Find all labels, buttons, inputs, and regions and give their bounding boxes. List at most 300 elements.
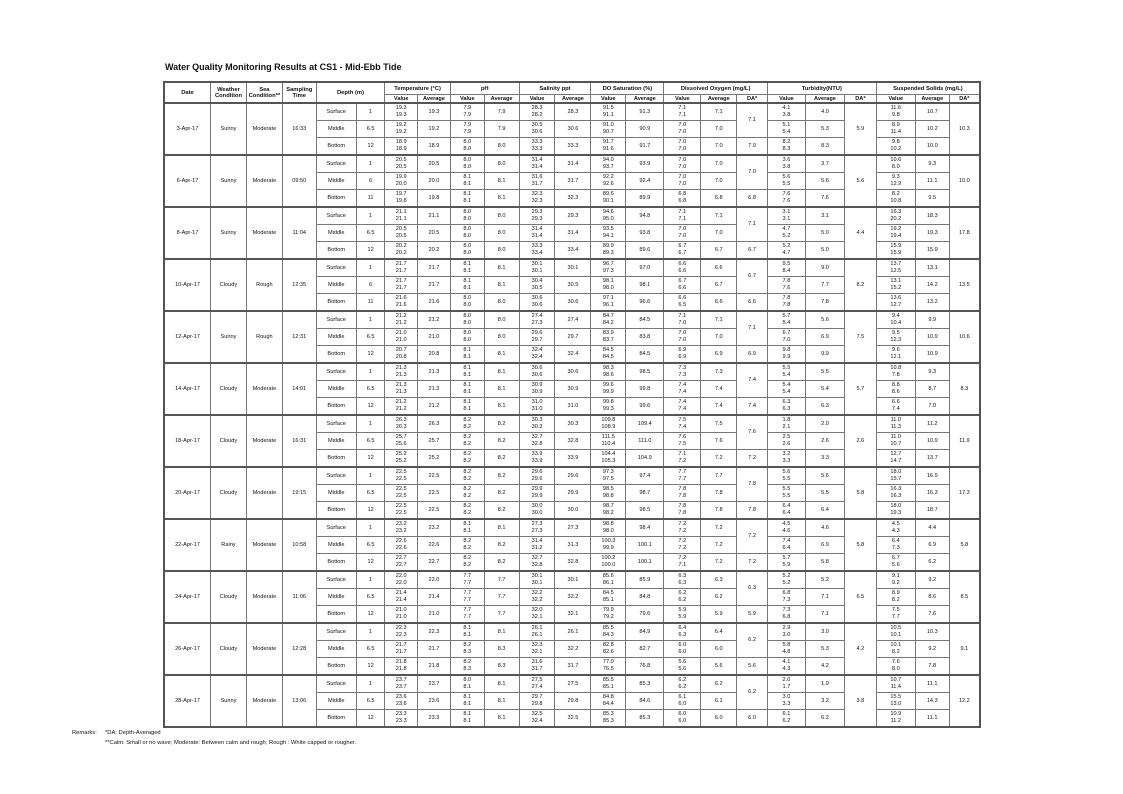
salinity-average: 33.4 [555,242,591,260]
turbidity-average: 5.6 [805,467,844,485]
temperature-values-reading: 21.0 [395,329,407,336]
ph-values [450,658,484,676]
ph-values-reading: 8.3 [463,666,472,672]
dissolved-oxygen-average: 6.3 [701,571,737,589]
ph-values-reading: 8.1 [463,268,472,274]
suspended-solids-da: 10.0 [949,155,980,207]
salinity-values-reading: 30.6 [531,372,543,378]
do-saturation-values-reading: 85.1 [602,597,614,603]
suspended-solids-values-reading: 12.7 [890,450,902,457]
do-saturation-values-reading: 76.5 [602,666,614,672]
suspended-solids-values-reading: 12.5 [890,268,902,274]
turbidity-average: 5.0 [805,242,844,260]
dissolved-oxygen-values [664,537,701,554]
temperature-values-reading: 21.6 [395,302,407,308]
header-suspended-solids: Suspended Solids (mg/L) [876,82,980,95]
suspended-solids-values-reading: 16.3 [890,493,902,499]
temperature-values [385,381,418,398]
turbidity-values-reading: 6.7 [782,329,791,336]
table-row [164,207,980,225]
suspended-solids-values [876,641,915,658]
do-saturation-values [591,381,626,398]
subheader-average: Average [626,95,664,104]
date-cell: 22-Apr-17 [164,519,211,571]
turbidity-average: 4.2 [805,658,844,676]
turbidity-values-reading: 4.7 [782,225,791,232]
salinity-average: 32.8 [555,554,591,572]
dissolved-oxygen-bottom-da: 5.9 [737,606,768,624]
subheader-average: Average [701,95,737,104]
temperature-values-reading: 21.8 [395,658,407,665]
temperature-average: 22.5 [418,502,451,520]
salinity-values-reading: 31.7 [531,181,543,187]
date-cell: 3-Apr-17 [164,103,211,155]
table-row [164,519,980,537]
ph-average: 8.1 [484,173,519,190]
suspended-solids-da: 12.2 [949,675,980,727]
do-saturation-values-reading: 84.8 [602,693,614,700]
ph-values [450,346,484,364]
suspended-solids-values-reading: 15.9 [890,250,902,256]
dissolved-oxygen-values-reading: 7.7 [678,468,687,475]
salinity-values [519,537,555,554]
temperature-values [385,225,418,242]
do-saturation-values [591,259,626,277]
salinity-values [519,571,555,589]
ph-values-reading: 8.1 [463,190,472,197]
turbidity-values-reading: 1.8 [782,416,791,423]
turbidity-values [767,641,805,658]
do-saturation-values [591,519,626,537]
table-row [164,311,980,329]
weather-cell: Cloudy [211,623,247,675]
dissolved-oxygen-values-reading: 7.0 [678,156,687,163]
do-saturation-values-reading: 77.0 [602,658,614,665]
do-saturation-average: 84.6 [626,693,664,710]
salinity-average: 32.4 [555,346,591,364]
ph-values-reading: 8.0 [463,233,472,239]
suspended-solids-values-reading: 7.5 [891,606,900,613]
ph-values-reading: 8.1 [463,693,472,700]
dissolved-oxygen-values [664,571,701,589]
depth-level-cell: Middle [316,641,356,658]
salinity-values-reading: 27.3 [531,520,543,527]
ph-values-reading: 8.2 [463,641,472,648]
ph-values-reading: 8.1 [463,701,472,707]
ph-values-reading: 8.2 [463,468,472,475]
suspended-solids-da: 8.5 [949,571,980,623]
dissolved-oxygen-da: 6.3 [737,571,768,606]
dissolved-oxygen-values-reading: 7.0 [678,337,687,343]
turbidity-values-reading: 6.4 [782,510,791,516]
date-cell: 10-Apr-17 [164,259,211,311]
salinity-values-reading: 26.1 [531,632,543,638]
depth-value-cell: 6.5 [356,485,385,502]
salinity-values-reading: 32.7 [531,433,543,440]
sampling-time-cell: 16:33 [282,103,316,155]
suspended-solids-average: 7.6 [915,606,949,624]
ph-values-reading: 8.0 [463,216,472,222]
salinity-average: 32.2 [555,589,591,606]
turbidity-values-reading: 1.7 [782,684,791,690]
suspended-solids-values [876,329,915,346]
temperature-values-reading: 20.5 [395,164,407,170]
ph-values [450,519,484,537]
salinity-values [519,155,555,173]
suspended-solids-values-reading: 12.1 [890,354,902,360]
suspended-solids-values-reading: 10.1 [890,632,902,638]
suspended-solids-average: 16.3 [915,485,949,502]
suspended-solids-average: 9.2 [915,641,949,658]
do-saturation-values-reading: 99.9 [602,389,614,395]
header-do-saturation: DO Saturation (%) [591,82,664,95]
ph-average: 8.1 [484,381,519,398]
ph-values-reading: 8.1 [463,285,472,291]
ph-average: 7.9 [484,121,519,138]
turbidity-values-reading: 5.4 [782,372,791,378]
dissolved-oxygen-values [664,467,701,485]
suspended-solids-average: 7.8 [915,658,949,676]
dissolved-oxygen-values-reading: 6.0 [678,701,687,707]
suspended-solids-values [876,398,915,416]
temperature-average: 21.8 [418,658,451,676]
temperature-values-reading: 22.5 [395,493,407,499]
dissolved-oxygen-values-reading: 7.1 [678,450,687,457]
temperature-values [385,675,418,693]
ph-average: 8.2 [484,537,519,554]
temperature-values [385,554,418,572]
turbidity-values [767,138,805,156]
depth-level-cell: Middle [316,589,356,606]
turbidity-values-reading: 6.3 [782,406,791,412]
suspended-solids-values [876,693,915,710]
turbidity-values-reading: 8.3 [782,146,791,152]
turbidity-values-reading: 6.4 [782,545,791,551]
ph-values-reading: 8.0 [463,225,472,232]
dissolved-oxygen-values-reading: 7.1 [678,216,687,222]
dissolved-oxygen-values-reading: 7.1 [678,208,687,215]
depth-level-cell: Middle [316,121,356,138]
dissolved-oxygen-values-reading: 7.5 [678,441,687,447]
turbidity-values-reading: 5.2 [782,233,791,239]
suspended-solids-values-reading: 12.3 [890,337,902,343]
suspended-solids-values-reading: 16.3 [890,208,902,215]
turbidity-values-reading: 5.4 [782,389,791,395]
turbidity-values [767,207,805,225]
depth-level-cell: Middle [316,173,356,190]
depth-level-cell: Bottom [316,554,356,572]
do-saturation-average: 111.0 [626,433,664,450]
turbidity-da: 2.6 [845,415,877,467]
dissolved-oxygen-average: 7.2 [701,450,737,468]
ph-values-reading: 8.1 [463,364,472,371]
turbidity-values [767,381,805,398]
ph-average: 7.7 [484,606,519,624]
do-saturation-average: 93.9 [626,155,664,173]
salinity-average: 30.1 [555,571,591,589]
table-row [164,467,980,485]
salinity-values-reading: 29.9 [531,485,543,492]
suspended-solids-values-reading: 7.7 [891,614,900,620]
dissolved-oxygen-average: 6.2 [701,589,737,606]
salinity-average: 30.5 [555,277,591,294]
salinity-average: 32.1 [555,606,591,624]
ph-values [450,311,484,329]
temperature-values-reading: 21.1 [395,216,407,222]
salinity-values-reading: 30.1 [531,572,543,579]
ph-values-reading: 8.2 [463,510,472,516]
suspended-solids-values-reading: 11.3 [890,424,902,430]
dissolved-oxygen-values-reading: 7.0 [678,121,687,128]
temperature-values-reading: 22.5 [395,510,407,516]
suspended-solids-values-reading: 8.6 [891,389,900,395]
do-saturation-values [591,658,626,676]
turbidity-values [767,589,805,606]
do-saturation-average: 82.7 [626,641,664,658]
suspended-solids-values [876,138,915,156]
depth-level-cell: Middle [316,381,356,398]
do-saturation-average: 100.1 [626,554,664,572]
do-saturation-values [591,225,626,242]
subheader-value: Value [876,95,915,104]
ph-values [450,121,484,138]
ph-values [450,259,484,277]
ph-values [450,103,484,121]
do-saturation-values-reading: 85.3 [602,710,614,717]
do-saturation-average: 89.9 [626,190,664,208]
temperature-values-reading: 20.5 [395,225,407,232]
temperature-average: 25.7 [418,433,451,450]
dissolved-oxygen-bottom-da: 6.9 [737,346,768,364]
suspended-solids-da: 10.6 [949,311,980,363]
turbidity-values [767,277,805,294]
salinity-values-reading: 31.4 [531,537,543,544]
salinity-values-reading: 29.6 [531,468,543,475]
suspended-solids-da: 10.3 [949,103,980,155]
salinity-values-reading: 32.3 [531,198,543,204]
salinity-average: 31.4 [555,155,591,173]
turbidity-da: 5.8 [845,467,877,519]
suspended-solids-values-reading: 10.1 [890,641,902,648]
ph-values-reading: 8.0 [463,146,472,152]
turbidity-values-reading: 7.3 [782,597,791,603]
sea-condition-cell: Moderate [246,363,282,415]
suspended-solids-values-reading: 8.0 [891,666,900,672]
ph-values-reading: 8.0 [463,320,472,326]
dissolved-oxygen-average: 7.1 [701,311,737,329]
turbidity-da: 3.8 [845,675,877,727]
do-saturation-values-reading: 100.2 [601,554,616,561]
dissolved-oxygen-values [664,207,701,225]
depth-value-cell: 1 [356,571,385,589]
temperature-average: 19.8 [418,190,451,208]
ph-values-reading: 8.0 [463,337,472,343]
depth-level-cell: Bottom [316,346,356,364]
salinity-values [519,207,555,225]
suspended-solids-average: 10.0 [915,138,949,156]
turbidity-values [767,519,805,537]
weather-cell: Cloudy [211,467,247,519]
salinity-values-reading: 31.2 [531,545,543,551]
suspended-solids-values [876,363,915,381]
suspended-solids-values [876,537,915,554]
table-row [164,623,980,641]
sampling-time-cell: 16:31 [282,415,316,467]
temperature-values [385,502,418,520]
do-saturation-average: 84.5 [626,346,664,364]
dissolved-oxygen-values-reading: 7.4 [678,381,687,388]
salinity-values [519,675,555,693]
temperature-values-reading: 25.7 [395,433,407,440]
do-saturation-values-reading: 93.7 [602,164,614,170]
dissolved-oxygen-values-reading: 7.3 [678,364,687,371]
salinity-values [519,242,555,260]
suspended-solids-average: 14.2 [915,277,949,294]
do-saturation-values-reading: 98.3 [602,364,614,371]
suspended-solids-average: 10.3 [915,623,949,641]
do-saturation-values-reading: 90.7 [602,129,614,135]
suspended-solids-values-reading: 10.5 [890,624,902,631]
suspended-solids-values-reading: 12.7 [890,302,902,308]
salinity-average: 31.0 [555,398,591,416]
temperature-values-reading: 21.3 [395,364,407,371]
temperature-values-reading: 26.3 [395,424,407,430]
table-row [164,571,980,589]
turbidity-values-reading: 5.2 [782,242,791,249]
turbidity-values-reading: 5.6 [782,468,791,475]
turbidity-average: 3.0 [805,623,844,641]
do-saturation-values [591,675,626,693]
table-header [164,82,980,103]
temperature-values-reading: 20.7 [395,346,407,353]
temperature-values-reading: 19.2 [395,121,407,128]
dissolved-oxygen-average: 7.0 [701,329,737,346]
dissolved-oxygen-da: 6.2 [737,623,768,658]
do-saturation-values [591,589,626,606]
ph-values-reading: 8.2 [463,476,472,482]
ph-average: 8.1 [484,398,519,416]
do-saturation-values [591,190,626,208]
ph-values [450,571,484,589]
depth-level-cell: Bottom [316,294,356,312]
salinity-values-reading: 29.7 [531,337,543,343]
turbidity-values-reading: 8.2 [782,138,791,145]
ph-values-reading: 8.1 [463,173,472,180]
ph-values-reading: 8.1 [463,277,472,284]
date-cell: 6-Apr-17 [164,155,211,207]
temperature-values-reading: 21.6 [395,294,407,301]
suspended-solids-average: 6.2 [915,554,949,572]
temperature-values-reading: 22.3 [395,632,407,638]
depth-value-cell: 1 [356,103,385,121]
temperature-values [385,623,418,641]
temperature-values [385,433,418,450]
dissolved-oxygen-bottom-da: 6.0 [737,710,768,728]
temperature-values [385,173,418,190]
header-depth: Depth (m) [316,82,385,103]
dissolved-oxygen-values-reading: 7.6 [678,433,687,440]
turbidity-values-reading: 4.3 [782,666,791,672]
salinity-average: 32.2 [555,641,591,658]
suspended-solids-average: 11.1 [915,173,949,190]
turbidity-values [767,537,805,554]
do-saturation-values [591,329,626,346]
ph-average: 8.1 [484,693,519,710]
turbidity-average: 6.2 [805,710,844,728]
turbidity-values-reading: 5.9 [782,562,791,568]
suspended-solids-values-reading: 7.3 [891,545,900,551]
salinity-values [519,311,555,329]
do-saturation-average: 98.5 [626,363,664,381]
dissolved-oxygen-values-reading: 6.6 [678,294,687,301]
turbidity-values-reading: 7.8 [782,277,791,284]
ph-average: 8.2 [484,415,519,433]
do-saturation-values-reading: 100.3 [601,537,616,544]
turbidity-values-reading: 2.0 [782,676,791,683]
turbidity-values-reading: 4.8 [782,649,791,655]
ph-average: 8.0 [484,242,519,260]
salinity-average: 30.6 [555,121,591,138]
suspended-solids-values-reading: 5.6 [891,562,900,568]
do-saturation-values [591,641,626,658]
ph-values-reading: 8.0 [463,329,472,336]
ph-values-reading: 8.1 [463,354,472,360]
do-saturation-values-reading: 83.7 [602,337,614,343]
ph-values-reading: 8.2 [463,502,472,509]
suspended-solids-values-reading: 19.2 [890,225,902,232]
ph-values-reading: 8.1 [463,346,472,353]
depth-level-cell: Middle [316,433,356,450]
suspended-solids-values-reading: 15.7 [890,476,902,482]
ph-values-reading: 7.7 [463,614,472,620]
subheader-value: Value [664,95,701,104]
suspended-solids-average: 9.2 [915,571,949,589]
salinity-values [519,363,555,381]
depth-value-cell: 6.5 [356,589,385,606]
turbidity-average: 1.9 [805,675,844,693]
ph-values [450,155,484,173]
subheader-average: Average [805,95,844,104]
turbidity-average: 4.6 [805,519,844,537]
temperature-values-reading: 19.3 [395,112,407,118]
dissolved-oxygen-average: 7.0 [701,155,737,173]
ph-values-reading: 8.0 [463,302,472,308]
turbidity-average: 5.2 [805,571,844,589]
salinity-values-reading: 33.9 [531,458,543,464]
do-saturation-values-reading: 84.2 [602,320,614,326]
weather-cell: Sunny [211,675,247,727]
suspended-solids-values [876,103,915,121]
ph-values-reading: 8.1 [463,181,472,187]
suspended-solids-values [876,155,915,173]
dissolved-oxygen-values [664,138,701,156]
dissolved-oxygen-values-reading: 7.0 [678,138,687,145]
do-saturation-average: 98.5 [626,502,664,520]
suspended-solids-average: 18.7 [915,502,949,520]
ph-values [450,710,484,728]
date-cell: 20-Apr-17 [164,467,211,519]
salinity-values [519,467,555,485]
temperature-values-reading: 25.2 [395,458,407,464]
suspended-solids-average: 13.1 [915,259,949,277]
temperature-average: 21.7 [418,277,451,294]
temperature-values [385,311,418,329]
depth-level-cell: Bottom [316,658,356,676]
suspended-solids-values [876,606,915,624]
ph-values-reading: 8.2 [463,416,472,423]
salinity-values-reading: 27.3 [531,528,543,534]
dissolved-oxygen-da: 7.1 [737,103,768,138]
